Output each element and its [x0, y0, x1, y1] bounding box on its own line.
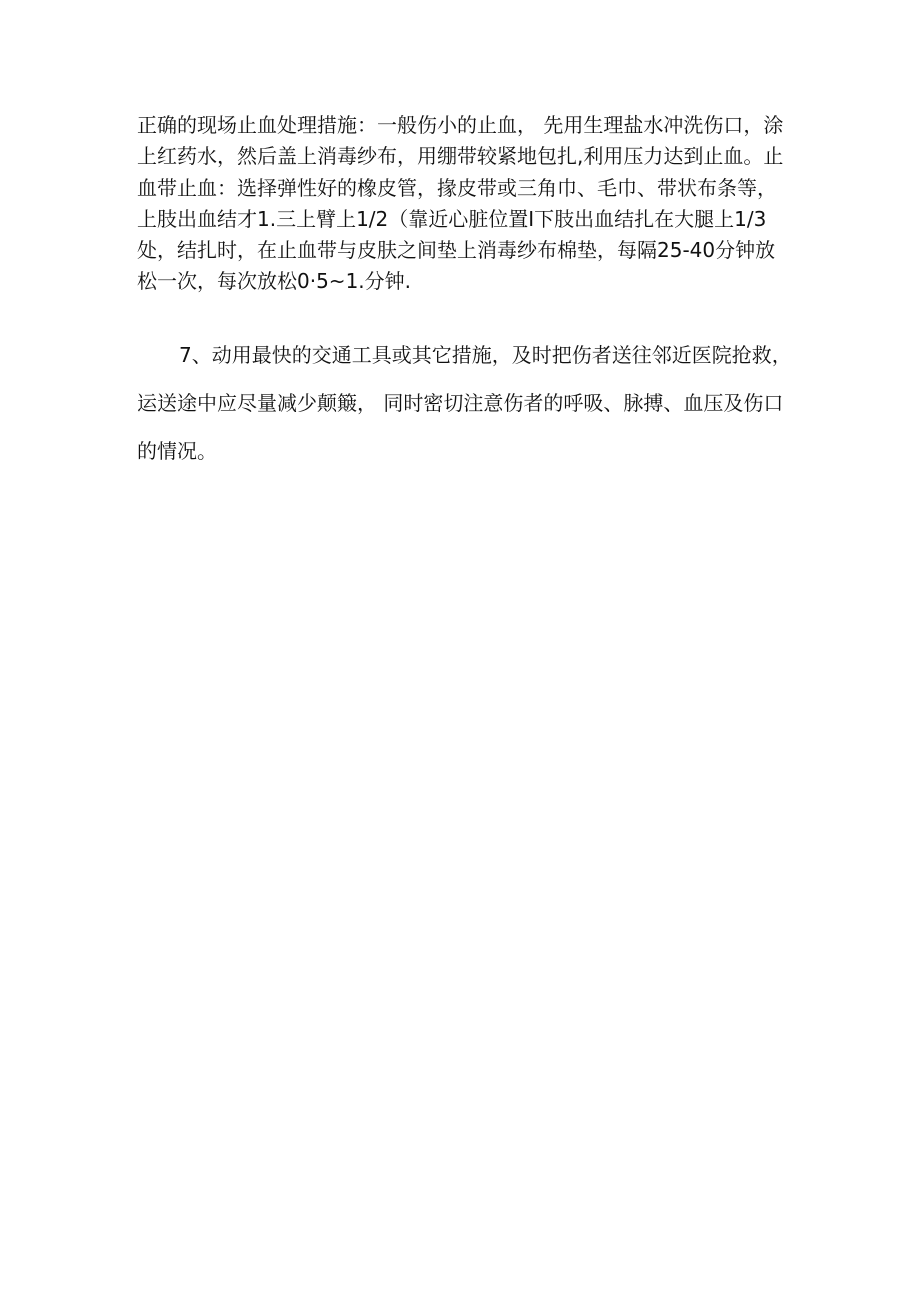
paragraph-line: 松一次，每次放松0·5~1.分钟. [137, 269, 412, 294]
paragraph-line: 上红药水，然后盖上消毒纱布，用绷带较紧地包扎,利用压力达到止血。止 [137, 144, 784, 169]
paragraph-line: 运送途中应尽量减少颠簸， 同时密切注意伤者的呼吸、脉搏、血压及伤口 [137, 391, 784, 415]
paragraph-line: 上肢出血结才1.三上臂上1/2（靠近心脏位置I下肢出血结扎在大腿上1/3 [137, 206, 767, 231]
paragraph-hemostasis-measures [137, 110, 797, 298]
paragraph-line: 处，结扎时，在止血带与皮肤之间垫上消毒纱布棉垫，每隔25-40分钟放 [137, 238, 776, 263]
paragraph-line: 的情况。 [137, 439, 217, 463]
paragraph-line: 7、动用最快的交通工具或其它措施，及时把伤者送往邻近医院抢救， [179, 343, 792, 367]
paragraph-line: 血带止血：选择弹性好的橡皮管，掾皮带或三角巾、毛巾、带状布条等， [137, 175, 777, 200]
paragraph-transport-to-hospital [137, 331, 797, 475]
paragraph-line: 正确的现场止血处理措施：一般伤小的止血， 先用生理盐水冲洗伤口，涂 [137, 113, 784, 137]
